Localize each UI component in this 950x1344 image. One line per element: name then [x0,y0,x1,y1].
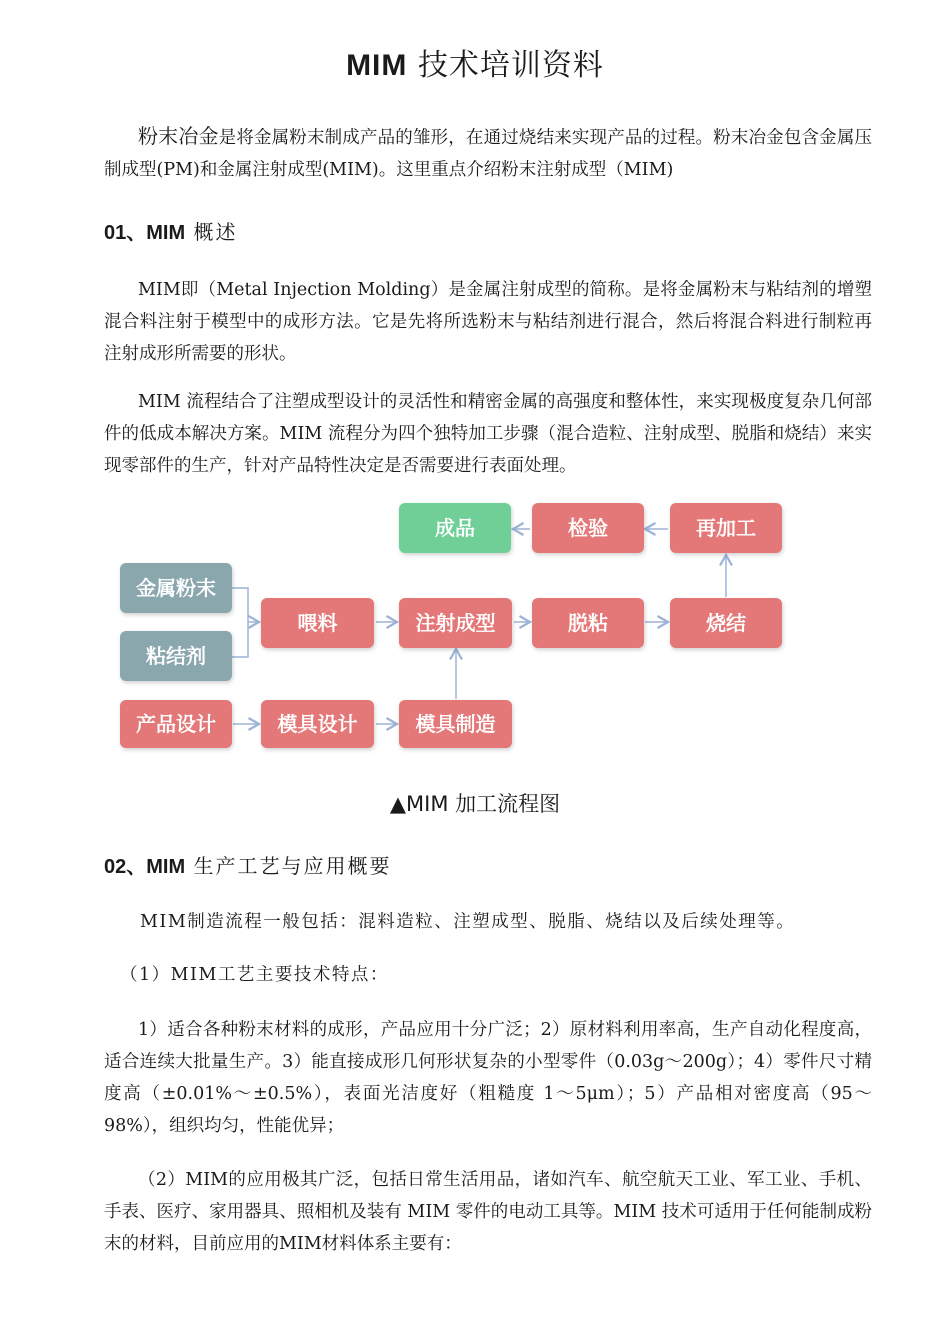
page-title [0,40,950,84]
section1-heading [104,216,237,245]
node-sintering: 烧结 [670,598,782,648]
flowchart-caption: ▲MIM 加工流程图 [389,792,561,816]
intro-text: 是将金属粉末制成产品的雏形，在通过烧结来实现产品的过程。粉末冶金包含金属压制成型(PM)和金属注射成型(MIM)。这里重点介绍粉末注射成型（MIM) [104,128,873,180]
section2-paragraph-4: （2）MIM的应用极其广泛，包括日常生活用品，诸如汽车、航空航天工业、军工业、手机、手表、医疗、家用器具、照相机及装有 MIM 零件的电动工具等。MIM 技术可适用于任何能制成粉末的材料，目前应用的MIM材料体系主要有： [104,1170,872,1254]
node-rework: 再加工 [670,503,782,553]
bracket-materials-to-feeding [232,588,248,657]
node-inspection: 检验 [532,503,644,553]
section2-line-1: MIM制造流程一般包括：混料造粒、注塑成型、脱脂、烧结以及后续处理等。 [140,912,796,932]
section2-paragraph-3: 1）适合各种粉末材料的成形，产品应用十分广泛；2）原材料利用率高，生产自动化程度高，适合连续大批量生产。3）能直接成形几何形状复杂的小型零件（0.03g～200g）；4）零件尺寸精度高（±0.01%～±0.5%），表面光洁度好（粗糙度 1～5μm）；5）产品相对密度高（95～98%），组织均匀，性能优异； [104,1020,872,1136]
section2-heading [104,850,391,879]
section1-number: 01、MIM [104,222,186,244]
section2-title: 生产工艺与应用概要 [193,854,392,878]
section2-line-2: （1）MIM工艺主要技术特点： [120,965,389,985]
node-binder: 粘结剂 [120,631,232,681]
node-finished-product: 成品 [399,503,511,553]
node-injection-molding: 注射成型 [399,598,512,648]
node-mold-making: 模具制造 [399,700,512,748]
title-suffix: 技术培训资料 [417,48,604,83]
node-product-design: 产品设计 [120,700,232,748]
node-feeding: 喂料 [261,598,374,648]
section1-title: 概述 [193,220,238,244]
node-mold-design: 模具设计 [261,700,374,748]
node-metal-powder: 金属粉末 [120,563,232,613]
title-prefix: MIM [346,49,408,82]
node-debinding: 脱粘 [532,598,644,648]
intro-paragraph [104,120,872,186]
section1-paragraph-1: MIM即（Metal Injection Molding）是金属注射成型的简称。是将金属粉末与粘结剂的增塑混合料注射于模型中的成形方法。它是先将所选粉末与粘结剂进行混合，然后将混合料进行制粒再注射成形所需要的形状。 [104,280,872,364]
intro-lead: 粉末冶金 [138,124,219,148]
section1-paragraph-2: MIM 流程结合了注塑成型设计的灵活性和精密金属的高强度和整体性，来实现极度复杂几何部件的低成本解决方案。MIM 流程分为四个独特加工步骤（混合造粒、注射成型、脱脂和烧结）来实现零部件的生产，针对产品特性决定是否需要进行表面处理。 [104,392,872,476]
section2-number: 02、MIM [104,856,186,878]
